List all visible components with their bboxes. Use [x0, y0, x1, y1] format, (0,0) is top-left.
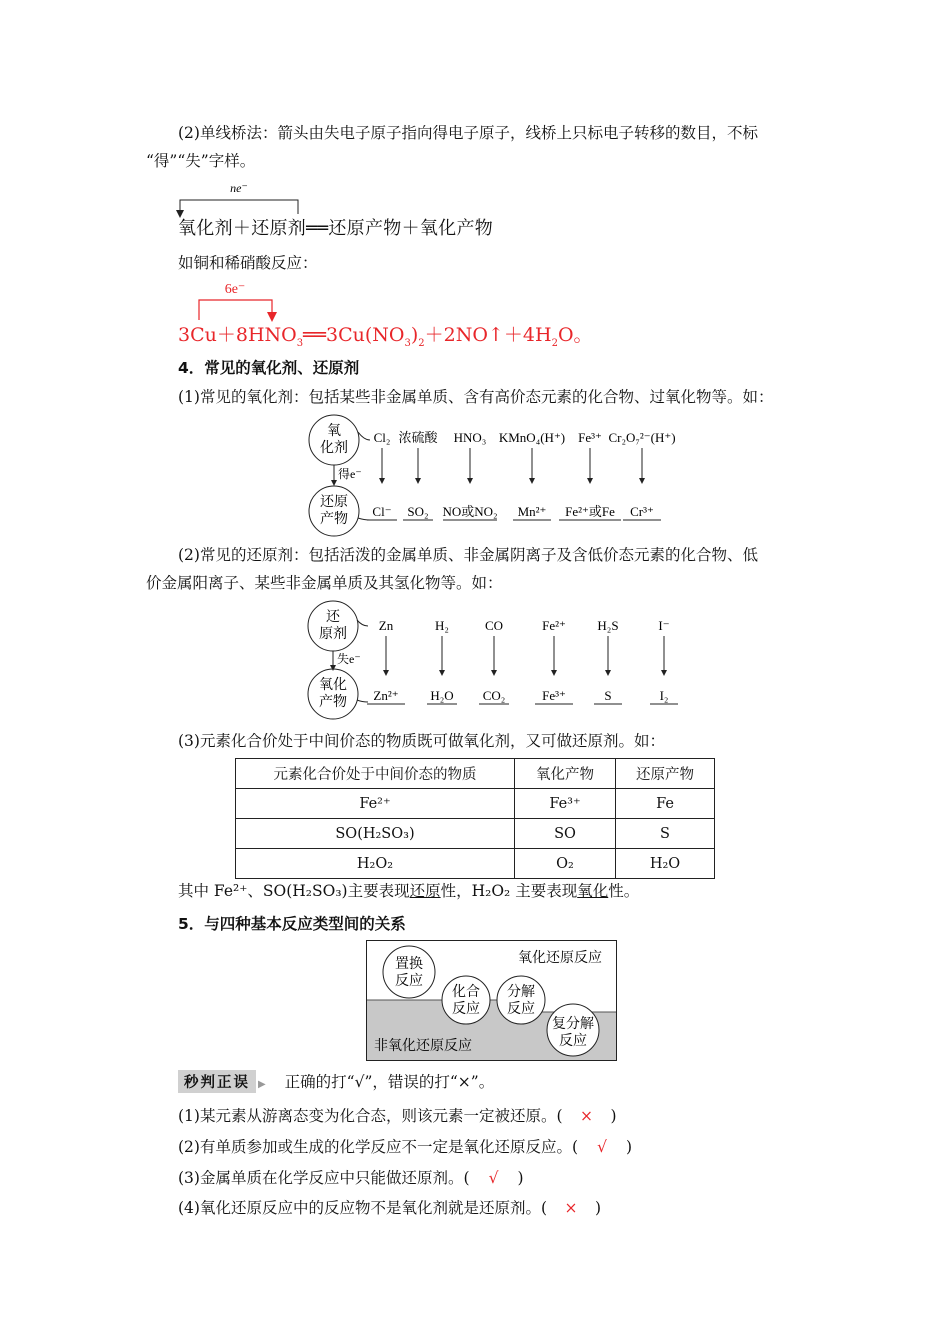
oxidant-arrowhead [467, 478, 473, 484]
table-cell: S [616, 819, 715, 849]
table-header-row [236, 759, 715, 789]
answer-mark: × [564, 1199, 578, 1217]
copper-equation: $3Cu+8HNO_3══3Cu(NO_3)_2+2NO↑+4H_2O$。 [178, 324, 593, 349]
oxidant-reactant: HNO₃ [453, 430, 487, 445]
combination-reaction-line2: 反应 [452, 1002, 480, 1017]
table-cell: H₂O [616, 849, 715, 879]
table-header: 氧化产物 [515, 759, 616, 789]
quiz-tag: 秒判正误 [178, 1070, 256, 1093]
table-cell: SO(H₂SO₃) [236, 819, 515, 849]
oxidant-arrowhead [379, 478, 385, 484]
quiz-item: (1)某元素从游离态变为化合态，则该元素一定被还原。( × ) [178, 1107, 617, 1125]
oxidant-product: Cr³⁺ [630, 504, 654, 519]
oxidation-product-circle-line2: 产物 [319, 695, 347, 710]
generic-electron-label: ne⁻ [230, 181, 248, 195]
decomposition-reaction-line1: 分解 [507, 985, 535, 1000]
reductant-arrowhead [605, 670, 611, 676]
reductant-reactant: Fe²⁺ [542, 618, 566, 633]
table-header: 元素化合价处于中间价态的物质 [236, 759, 515, 789]
eq-cu: 3Cu [178, 324, 217, 346]
reductant-arrowhead [491, 670, 497, 676]
oxidant-product: Cl⁻ [372, 504, 392, 519]
oxidants-intro: (1)常见的氧化剂：包括某些非金属单质、含有高价态元素的化合物、过氧化物等。如： [178, 388, 774, 406]
generic-bridge-arrow [170, 178, 340, 218]
table-cell: O₂ [515, 849, 616, 879]
quiz-item: (2)有单质参加或生成的化学反应不一定是氧化还原反应。( √ ) [178, 1138, 633, 1156]
answer-mark: √ [597, 1138, 607, 1156]
reductant-reactant: I⁻ [658, 618, 670, 633]
reductant-product: Fe³⁺ [542, 688, 566, 703]
reductant-arrowhead [439, 670, 445, 676]
reductant-reactant: H₂ [435, 618, 449, 633]
double-displacement-line1: 复分解 [552, 1017, 594, 1032]
decomposition-reaction-line2: 反应 [507, 1002, 535, 1017]
table-cell: Fe [616, 789, 715, 819]
section4-title: 4．常见的氧化剂、还原剂 [178, 359, 360, 377]
reductant-product: H₂O [430, 688, 454, 703]
quiz-header [178, 1070, 494, 1093]
oxidant-product: Fe²⁺或Fe [565, 504, 615, 519]
oxidant-product: Mn²⁺ [517, 504, 547, 519]
single-bridge-line2: “得”“失”字样。 [146, 152, 256, 170]
oxidant-arrowhead [529, 478, 535, 484]
reductant-product: I₂ [659, 688, 669, 703]
table-row [236, 849, 715, 879]
oxidant-arrow-label: 得e⁻ [338, 467, 362, 481]
reductant-product: CO₂ [482, 688, 506, 703]
oxidant-reactant: KMnO₄(H⁺) [498, 430, 566, 445]
table-cell: H₂O₂ [236, 849, 515, 879]
table-row [236, 819, 715, 849]
intermediate-intro: (3)元素化合价处于中间价态的物质既可做氧化剂，又可做还原剂。如： [178, 732, 665, 750]
reductant-product: S [604, 688, 612, 703]
quiz-item: (3)金属单质在化学反应中只能做还原剂。( √ ) [178, 1169, 524, 1187]
reductant-reactant: CO [484, 618, 504, 633]
summary-line: 其中 Fe²⁺、SO(H₂SO₃)主要表现还原性，H₂O₂ 主要表现氧化性。 [178, 882, 640, 900]
table-cell: Fe²⁺ [236, 789, 515, 819]
reductant-arrowhead [383, 670, 389, 676]
oxidant-arrowhead [587, 478, 593, 484]
reductant-arrowhead [661, 670, 667, 676]
reduction-product-circle-line2: 产物 [320, 512, 348, 527]
generic-equation: 氧化剂＋还原剂══还原产物＋氧化产物 [178, 218, 494, 239]
eq-hno3: ＋8HNO [216, 324, 297, 346]
oxidant-reactant: Cl₂ [373, 430, 391, 445]
reductant-reactant: H₂S [597, 618, 619, 633]
quiz-item: (4)氧化还原反应中的反应物不是氧化剂就是还原剂。( × ) [178, 1199, 602, 1217]
reductant-reactant: Zn [378, 618, 394, 633]
reduction-product-circle-line1: 还原 [320, 495, 348, 510]
oxidant-reactant: 浓硫酸 [398, 430, 438, 445]
reaction-venn-diagram [366, 940, 618, 1062]
oxidant-product: SO₂ [407, 504, 429, 519]
combination-reaction-line1: 化合 [452, 985, 480, 1000]
answer-mark: √ [488, 1169, 499, 1187]
table-cell: SO [515, 819, 616, 849]
oxidant-reactant: Cr₂O₇²⁻(H⁺) [608, 430, 676, 445]
nonredox-label: 非氧化还原反应 [374, 1039, 472, 1054]
reductants-intro-1: (2)常见的还原剂：包括活泼的金属单质、非金属阴离子及含低价态元素的化合物、低 [178, 546, 758, 564]
reductant-diagram [300, 600, 700, 720]
copper-bridge-arrow [175, 276, 305, 322]
displacement-reaction-line2: 反应 [395, 974, 423, 989]
answer-oxidation: 氧化 [577, 882, 609, 900]
oxidant-circle-line2: 化剂 [320, 441, 348, 456]
table-header: 还原产物 [616, 759, 715, 789]
displacement-reaction-line1: 置换 [395, 957, 423, 972]
reductant-arrow-label: 失e⁻ [337, 652, 361, 666]
example-intro: 如铜和稀硝酸反应： [178, 254, 318, 272]
answer-reduction: 还原 [409, 882, 441, 900]
copper-electron-label: 6e⁻ [224, 282, 246, 297]
oxidant-diagram [300, 412, 700, 540]
single-bridge-line1: (2)单线桥法：箭头由失电子原子指向得电子原子，线桥上只标电子转移的数目，不标 [178, 124, 758, 142]
oxidant-arrowhead [639, 478, 645, 484]
reductant-product: Zn²⁺ [373, 688, 399, 703]
valence-table [235, 758, 715, 879]
double-displacement-line2: 反应 [559, 1034, 587, 1049]
play-triangle-icon: ▶ [258, 1079, 266, 1090]
reductant-circle-line1: 还 [326, 610, 340, 625]
gas-up-arrow-icon: ↑ [487, 324, 504, 346]
oxidant-circle-line1: 氧 [327, 424, 341, 439]
reductant-arrowhead [551, 670, 557, 676]
oxidant-product: NO或NO₂ [442, 504, 498, 519]
redox-label: 氧化还原反应 [518, 951, 602, 966]
oxidant-arrowhead [415, 478, 421, 484]
table-row [236, 789, 715, 819]
answer-mark: × [580, 1107, 594, 1125]
quiz-instruction: 正确的打“√”，错误的打“×”。 [284, 1073, 495, 1091]
oxidation-product-circle-line1: 氧化 [319, 678, 347, 693]
eq-sign: ══ [303, 324, 327, 346]
oxidant-reactant: Fe³⁺ [578, 430, 602, 445]
reductant-circle-line2: 原剂 [319, 627, 347, 642]
section5-title: 5．与四种基本反应类型间的关系 [178, 915, 406, 933]
reductants-intro-2: 价金属阳离子、某些非金属单质及其氢化物等。如： [146, 574, 503, 592]
table-cell: Fe³⁺ [515, 789, 616, 819]
